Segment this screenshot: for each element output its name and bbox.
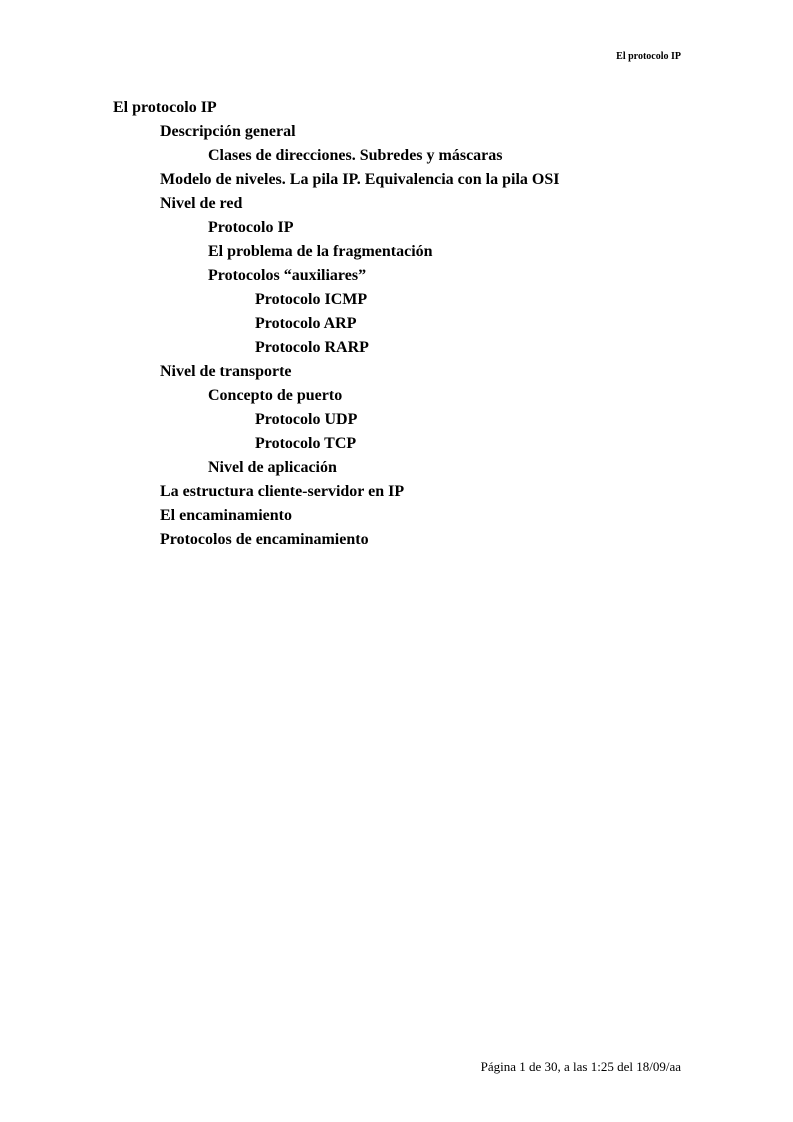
running-header: El protocolo IP	[616, 51, 681, 62]
toc-entry: La estructura cliente-servidor en IP	[160, 483, 405, 500]
toc-entry: Protocolo TCP	[255, 435, 357, 452]
toc-entry: Nivel de transporte	[160, 363, 292, 380]
toc-entry: Protocolo ARP	[255, 315, 357, 332]
toc-entry: Protocolo UDP	[255, 411, 358, 428]
toc-entry: Nivel de aplicación	[208, 459, 337, 476]
toc-entry: Modelo de niveles. La pila IP. Equivalencia con la pila OSI	[160, 171, 560, 188]
toc-entry: Descripción general	[160, 123, 296, 140]
toc-entry: El protocolo IP	[113, 99, 217, 116]
table-of-contents	[113, 96, 559, 552]
toc-entry: El encaminamiento	[160, 507, 292, 524]
toc-entry: Protocolo IP	[208, 219, 294, 236]
toc-entry: Protocolos de encaminamiento	[160, 531, 369, 548]
toc-entry: Protocolo RARP	[255, 339, 369, 356]
page-footer: Página 1 de 30, a las 1:25 del 18/09/aa	[480, 1059, 681, 1074]
toc-entry: Protocolo ICMP	[255, 291, 368, 308]
toc-entry: El problema de la fragmentación	[208, 243, 433, 260]
toc-entry: Concepto de puerto	[208, 387, 343, 404]
toc-entry: Nivel de red	[160, 195, 243, 212]
toc-entry: Clases de direcciones. Subredes y máscaras	[208, 147, 503, 164]
toc-entry: Protocolos “auxiliares”	[208, 267, 367, 284]
